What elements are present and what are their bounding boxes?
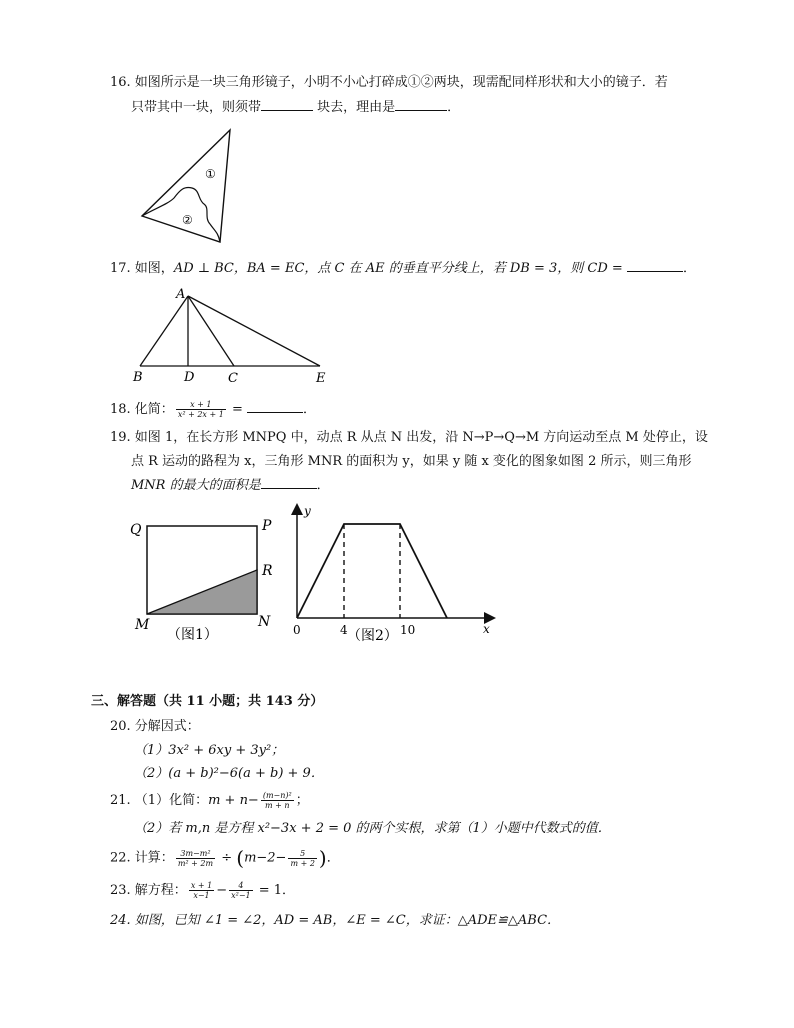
label-N: N: [258, 614, 271, 630]
q18-equals: =: [227, 402, 247, 417]
q23-f1-num: x + 1: [190, 881, 213, 890]
q23-suffix: = 1．: [254, 883, 296, 898]
q16-text-c: ．: [447, 100, 461, 115]
q16-blank1[interactable]: [261, 98, 313, 111]
q19-blank[interactable]: [261, 476, 317, 489]
tick-4: 4: [340, 623, 348, 637]
seg-AC: [188, 296, 234, 366]
fig2-caption: （图2）: [347, 628, 398, 644]
section-heading: 三、解答题（共 11 小题；共 143 分）: [91, 694, 324, 709]
q16-text-a: 只带其中一块，则须带: [131, 100, 262, 115]
q23-f2-num: 4: [229, 881, 253, 891]
q21-expr: m + n−: [208, 793, 259, 808]
seg-AE: [188, 296, 320, 366]
q18-denominator: x² + 2x + 1: [177, 410, 224, 419]
graph-y-vs-x: [297, 524, 447, 618]
q23-prefix: 23. 解方程：: [110, 883, 187, 898]
label-A: A: [176, 287, 186, 302]
q21-fraction: [261, 791, 294, 810]
tick-10: 10: [400, 623, 416, 637]
q22-f2-den: m + 2: [290, 858, 315, 868]
seg-AB: [140, 296, 188, 366]
q22-f1-den: m² + 2m: [177, 858, 214, 868]
q18-fraction: [176, 400, 226, 419]
q21-numerator: (m−n)²: [262, 791, 292, 800]
piece-label-1: ①: [205, 167, 216, 181]
q19-figure1: [125, 512, 285, 652]
q22-f2-num: 5: [288, 849, 316, 859]
q22-line: [110, 845, 340, 872]
label-B: B: [133, 370, 143, 385]
axis-label-y: y: [304, 504, 311, 518]
q16-line2: [131, 98, 460, 117]
q23-minus: −: [216, 883, 228, 898]
q19-line2: 点 R 运动的路程为 x，三角形 MNR 的面积为 y，如果 y 随 x 变化的图象如图 2 所示，则三角形: [131, 454, 692, 469]
q19-text-a: MNR 的最大的面积是: [131, 478, 261, 493]
triangle-MNR: [147, 570, 257, 614]
q16-text-b: 块去，理由是: [313, 100, 396, 115]
label-Q: Q: [130, 522, 142, 538]
q21-part1: [110, 789, 309, 813]
q22-fraction1: [176, 849, 215, 868]
q17-line: [110, 259, 696, 278]
q17-text-a: 17. 如图，: [110, 261, 174, 276]
q22-f1-num: 3m−m²: [176, 849, 215, 859]
q16-triangle-figure: [138, 128, 238, 248]
fig1-caption: （图1）: [167, 627, 218, 643]
q17-figure: [130, 284, 340, 388]
q17-text-c: ．: [682, 261, 696, 276]
tick-origin: 0: [293, 623, 301, 637]
q22-paren-open: (: [236, 846, 245, 870]
label-R: R: [262, 563, 273, 579]
q21-suffix: ；: [295, 793, 309, 808]
q23-fraction1: [189, 881, 214, 900]
q19-text-b: ．: [316, 478, 330, 493]
q17-blank[interactable]: [627, 259, 683, 272]
q19-line1: 19. 如图 1，在长方形 MNPQ 中，动点 R 从点 N 出发，沿 N→P→Q→M 方向运动至点 M 处停止，设: [110, 430, 708, 445]
q22-suffix: ．: [326, 850, 340, 866]
q20-part1: （1）3x² + 6xy + 3y²；: [134, 743, 285, 758]
q22-div: ÷: [217, 850, 237, 866]
q18-suffix: ．: [302, 402, 316, 417]
q21-part2: （2）若 m,n 是方程 x²−3x + 2 = 0 的两个实根，求第（1）小题中代数式的值．: [134, 821, 611, 836]
crack-line: [142, 187, 220, 242]
piece-label-2: ②: [182, 213, 193, 227]
q20-part2: （2）(a + b)²−6(a + b) + 9．: [134, 766, 324, 781]
q21-prefix: 21. （1）化简：: [110, 793, 209, 808]
label-P: P: [262, 518, 272, 534]
q18-line: [110, 398, 316, 422]
q16-line1: 16. 如图所示是一块三角形镜子，小明不小心打碎成①②两块，现需配同样形状和大小的镜子．若: [110, 75, 668, 90]
q22-prefix: 22. 计算：: [110, 850, 174, 866]
q16-blank2[interactable]: [395, 98, 447, 111]
q18-prefix: 18. 化简：: [110, 402, 174, 417]
q23-fraction2: [229, 881, 253, 900]
q19-figure2: [285, 503, 500, 653]
q20-title: 20. 分解因式：: [110, 719, 200, 734]
q22-paren-close: ): [318, 846, 327, 870]
q23-f1-den: x−1: [193, 891, 210, 900]
label-E: E: [316, 371, 326, 386]
q22-mid: m−2−: [244, 850, 287, 866]
label-M: M: [135, 617, 150, 633]
q18-numerator: x + 1: [176, 400, 226, 410]
q23-line: [110, 879, 295, 903]
q22-fraction2: [288, 849, 316, 868]
label-D: D: [184, 370, 195, 385]
axis-label-x: x: [483, 622, 490, 636]
q23-f2-den: x²−1: [231, 891, 251, 900]
q21-denominator: m + n: [265, 801, 290, 810]
q18-blank[interactable]: [247, 400, 303, 413]
q24-line: 24. 如图，已知 ∠1 = ∠2，AD = AB，∠E = ∠C，求证：△ADE≌△ABC．: [110, 913, 561, 928]
q19-line3: [131, 476, 330, 495]
q17-text-b: AD ⊥ BC，BA = EC，点 C 在 AE 的垂直平分线上，若 DB = 3，则 CD =: [173, 261, 627, 276]
label-C: C: [228, 371, 238, 386]
